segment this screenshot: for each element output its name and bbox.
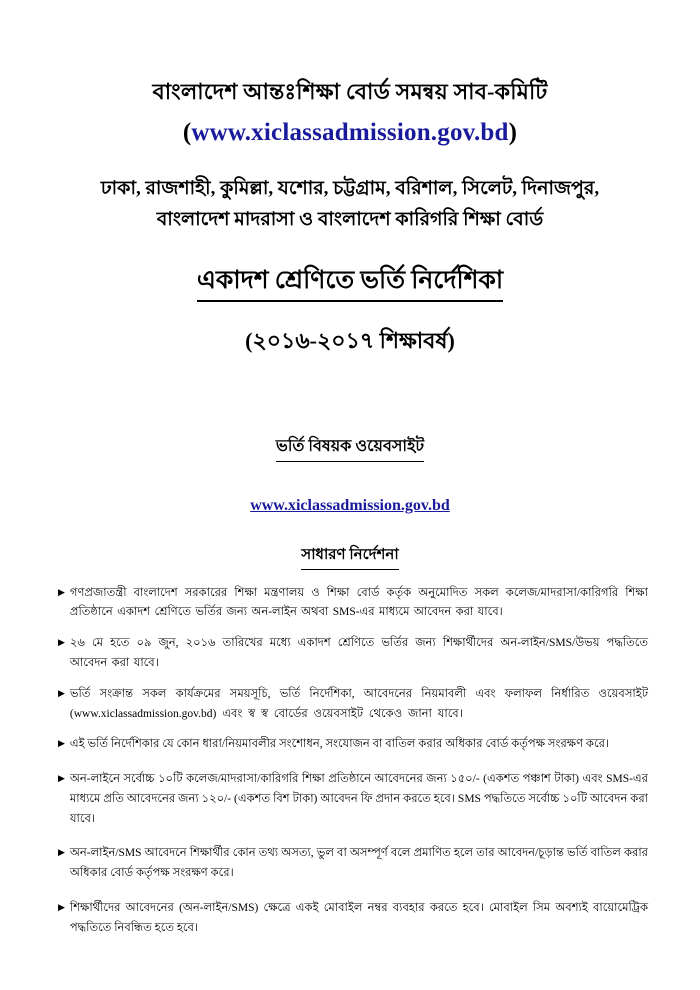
bullet-icon: ▶	[58, 687, 65, 698]
bullet-icon: ▶	[58, 773, 65, 784]
paren-open: (	[182, 118, 192, 146]
document-header	[0, 0, 700, 147]
instruction-item	[58, 584, 648, 624]
board-names-line-1: ঢাকা, রাজশাহী, কুমিল্লা, যশোর, চট্টগ্রাম, বরিশাল, সিলেট, দিনাজপুর,	[100, 177, 600, 199]
bullet-icon: ▶	[58, 738, 65, 749]
board-names	[0, 173, 700, 236]
header-website-url[interactable]: www.xiclassadmission.gov.bd	[191, 118, 509, 146]
admission-website-section	[0, 433, 700, 515]
instruction-text: ভর্তি সংক্রান্ত সকল কার্যক্রমের সময়সূচি, ভর্তি নির্দেশিকা, আবেদনের নিয়মাবলী এবং ফলাফল নির্ধারিত ওয়েবসাইট (www.xiclassadmission.gov.bd) এবং স্ব স্ব বোর্ডের ওয়েবসাইট থেকেও জানা যাবে।	[69, 687, 648, 720]
general-instructions-heading	[0, 543, 700, 570]
board-names-line-2: বাংলাদেশ মাদরাসা ও বাংলাদেশ কারিগরি শিক্ষা বোর্ড	[156, 208, 544, 230]
header-website-line	[0, 119, 700, 147]
instruction-text: শিক্ষার্থীদের আবেদনের (অন-লাইন/SMS) ক্ষেত্রে একই মোবাইল নম্বর ব্যবহার করতে হবে। মোবাইল সিম অবশ্যই বায়োমেট্রিক পদ্ধতিতে নিবন্ধিত হতে হবে।	[69, 901, 648, 934]
instruction-item	[58, 770, 648, 829]
instruction-item	[58, 735, 648, 755]
instruction-text: গণপ্রজাতন্ত্রী বাংলাদেশ সরকারের শিক্ষা মন্ত্রণালয় ও শিক্ষা বোর্ড কর্তৃক অনুমোদিত সকল কলেজ/মাদরাসা/কারিগরি শিক্ষা প্রতিষ্ঠানে একাদশ শ্রেণিতে ভর্তির জন্য অন-লাইন অথবা SMS-এর মাধ্যমে আবেদন করা যাবে।	[69, 586, 648, 619]
organization-title: বাংলাদেশ আন্তঃশিক্ষা বোর্ড সমন্বয় সাব-কমিটি	[152, 79, 548, 104]
instruction-text: এই ভর্তি নির্দেশিকার যে কোন ধারা/নিয়মাবলীর সংশোধন, সংযোজন বা বাতিল করার অধিকার বোর্ড কর্তৃপক্ষ সংরক্ষণ করে।	[69, 738, 610, 751]
instruction-item	[58, 844, 648, 884]
instruction-text: ২৬ মে হতে ০৯ জুন, ২০১৬ তারিখের মধ্যে একাদশ শ্রেণিতে ভর্তির জন্য শিক্ষার্থীদের অন-লাইন/SMS/উভয় পদ্ধতিতে আবেদন করা যাবে।	[69, 637, 648, 669]
bullet-icon: ▶	[58, 586, 65, 597]
bullet-icon: ▶	[58, 901, 65, 912]
bullet-icon: ▶	[58, 637, 65, 648]
general-instructions-heading-text: সাধারণ নির্দেশনা	[301, 543, 398, 570]
document-title-block	[0, 265, 700, 361]
page-title: একাদশ শ্রেণিতে ভর্তি নির্দেশিকা	[197, 265, 503, 302]
instruction-item	[58, 634, 648, 674]
academic-year: (২০১৬-২০১৭ শিক্ষাবর্ষ)	[245, 327, 455, 353]
admission-website-label: ভর্তি বিষয়ক ওয়েবসাইট	[276, 433, 424, 462]
admission-website-link[interactable]: www.xiclassadmission.gov.bd	[250, 496, 450, 514]
paren-close: )	[508, 118, 518, 146]
instruction-text: অন-লাইনে সর্বোচ্চ ১০টি কলেজ/মাদরাসা/কারিগরি শিক্ষা প্রতিষ্ঠানে আবেদনের জন্য ১৫০/- (একশত পঞ্চাশ টাকা) এবং SMS-এর মাধ্যমে প্রতি আবেদনের জন্য ১২০/- (একশত বিশ টাকা) আবেদন ফি প্রদান করতে হবে। SMS পদ্ধতিতে সর্বোচ্চ ১০টি আবেদন করা যাবে।	[69, 773, 648, 825]
instruction-text: অন-লাইন/SMS আবেদনে শিক্ষার্থীর কোন তথ্য অসত্য, ভুল বা অসম্পূর্ণ বলে প্রমাণিত হলে তার আবেদন/চূড়ান্ত ভর্তি বাতিল করার অধিকার বোর্ড কর্তৃপক্ষ সংরক্ষণ করে।	[69, 847, 648, 880]
instruction-item	[58, 899, 648, 939]
instruction-item	[58, 685, 648, 725]
general-instructions-list	[0, 584, 700, 939]
bullet-icon: ▶	[58, 847, 65, 858]
